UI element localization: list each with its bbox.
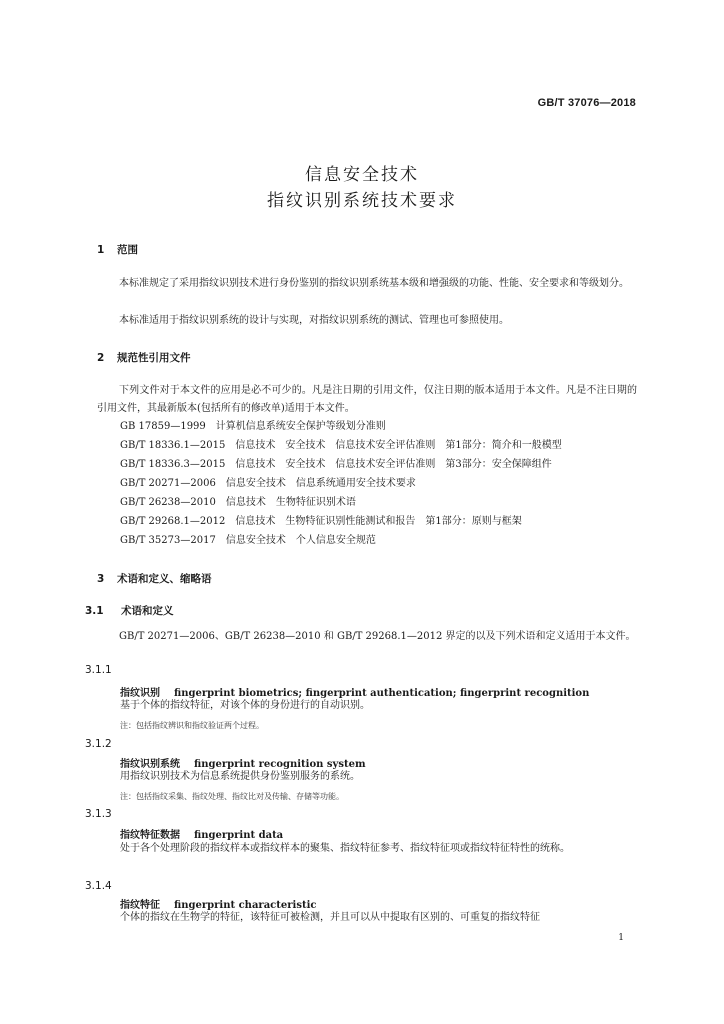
section-title: 范围 xyxy=(117,244,138,256)
term-definition: 个体的指纹在生物学的特征，该特征可被检测，并且可以从中提取有区别的、可重复的指纹特征 xyxy=(120,912,540,923)
normative-references-intro: 下列文件对于本文件的应用是必不可少的。凡是注日期的引用文件，仅注日期的版本适用于本文件。凡是不注日期的引用文件，其最新版本(包括所有的修改单)适用于本文件。 xyxy=(97,385,637,414)
page-number: 1 xyxy=(618,933,624,943)
term-entry xyxy=(120,826,283,841)
reference-item: GB/T 35273—2017 信息安全技术 个人信息安全规范 xyxy=(120,535,376,546)
subsection-title: 术语和定义 xyxy=(121,605,174,617)
section-2-heading xyxy=(97,350,191,365)
reference-item: GB/T 20271—2006 信息安全技术 信息系统通用安全技术要求 xyxy=(120,478,416,489)
term-en: fingerprint recognition system xyxy=(194,759,366,770)
document-title-line1: 信息安全技术 xyxy=(305,165,419,185)
section-3-heading xyxy=(97,571,212,586)
scope-paragraph-1: 本标准规定了采用指纹识别技术进行身份鉴别的指纹识别系统基本级和增强级的功能、性能、安全要求和等级划分。 xyxy=(119,278,629,289)
term-number: 3.1.1 xyxy=(85,664,112,676)
section-title: 术语和定义、缩略语 xyxy=(117,573,212,585)
term-number: 3.1.2 xyxy=(85,738,112,750)
section-number: 3 xyxy=(97,573,105,585)
subsection-number: 3.1 xyxy=(85,605,104,617)
term-definition: 处于各个处理阶段的指纹样本或指纹样本的聚集、指纹特征参考、指纹特征项或指纹特征特性的统称。 xyxy=(120,843,570,854)
term-zh: 指纹识别系统 xyxy=(120,759,180,770)
standard-code: GB/T 37076—2018 xyxy=(537,97,636,109)
term-number: 3.1.3 xyxy=(85,808,112,820)
reference-item: GB/T 29268.1—2012 信息技术 生物特征识别性能测试和报告 第1部分：原则与框架 xyxy=(120,516,522,527)
section-number: 1 xyxy=(97,244,105,256)
reference-item: GB/T 26238—2010 信息技术 生物特征识别术语 xyxy=(120,497,356,508)
term-note: 注：包括指纹辨识和指纹验证两个过程。 xyxy=(120,721,264,730)
term-en: fingerprint biometrics; fingerprint authentication; fingerprint recognition xyxy=(174,688,590,699)
term-note: 注：包括指纹采集、指纹处理、指纹比对及传输、存储等功能。 xyxy=(120,792,344,801)
reference-item: GB/T 18336.3—2015 信息技术 安全技术 信息技术安全评估准则 第3部分：安全保障组件 xyxy=(120,459,552,470)
reference-item: GB 17859—1999 计算机信息系统安全保护等级划分准则 xyxy=(120,421,386,432)
scope-paragraph-2: 本标准适用于指纹识别系统的设计与实现，对指纹识别系统的测试、管理也可参照使用。 xyxy=(119,315,509,326)
document-title-line2: 指纹识别系统技术要求 xyxy=(267,191,457,211)
terms-intro: GB/T 20271—2006、GB/T 26238—2010 和 GB/T 29268.1—2012 界定的以及下列术语和定义适用于本文件。 xyxy=(119,631,636,642)
section-1-heading xyxy=(97,242,138,257)
term-number: 3.1.4 xyxy=(85,880,112,892)
reference-item: GB/T 18336.1—2015 信息技术 安全技术 信息技术安全评估准则 第1部分：简介和一般模型 xyxy=(120,440,562,451)
section-number: 2 xyxy=(97,352,105,364)
term-en: fingerprint characteristic xyxy=(174,900,317,911)
term-definition: 基于个体的指纹特征，对该个体的身份进行的自动识别。 xyxy=(120,700,370,711)
term-zh: 指纹识别 xyxy=(120,688,160,699)
term-definition: 用指纹识别技术为信息系统提供身份鉴别服务的系统。 xyxy=(120,771,360,782)
term-en: fingerprint data xyxy=(194,830,284,841)
subsection-3-1-heading xyxy=(85,603,174,618)
term-zh: 指纹特征 xyxy=(120,900,160,911)
section-title: 规范性引用文件 xyxy=(117,352,191,364)
term-zh: 指纹特征数据 xyxy=(120,830,180,841)
